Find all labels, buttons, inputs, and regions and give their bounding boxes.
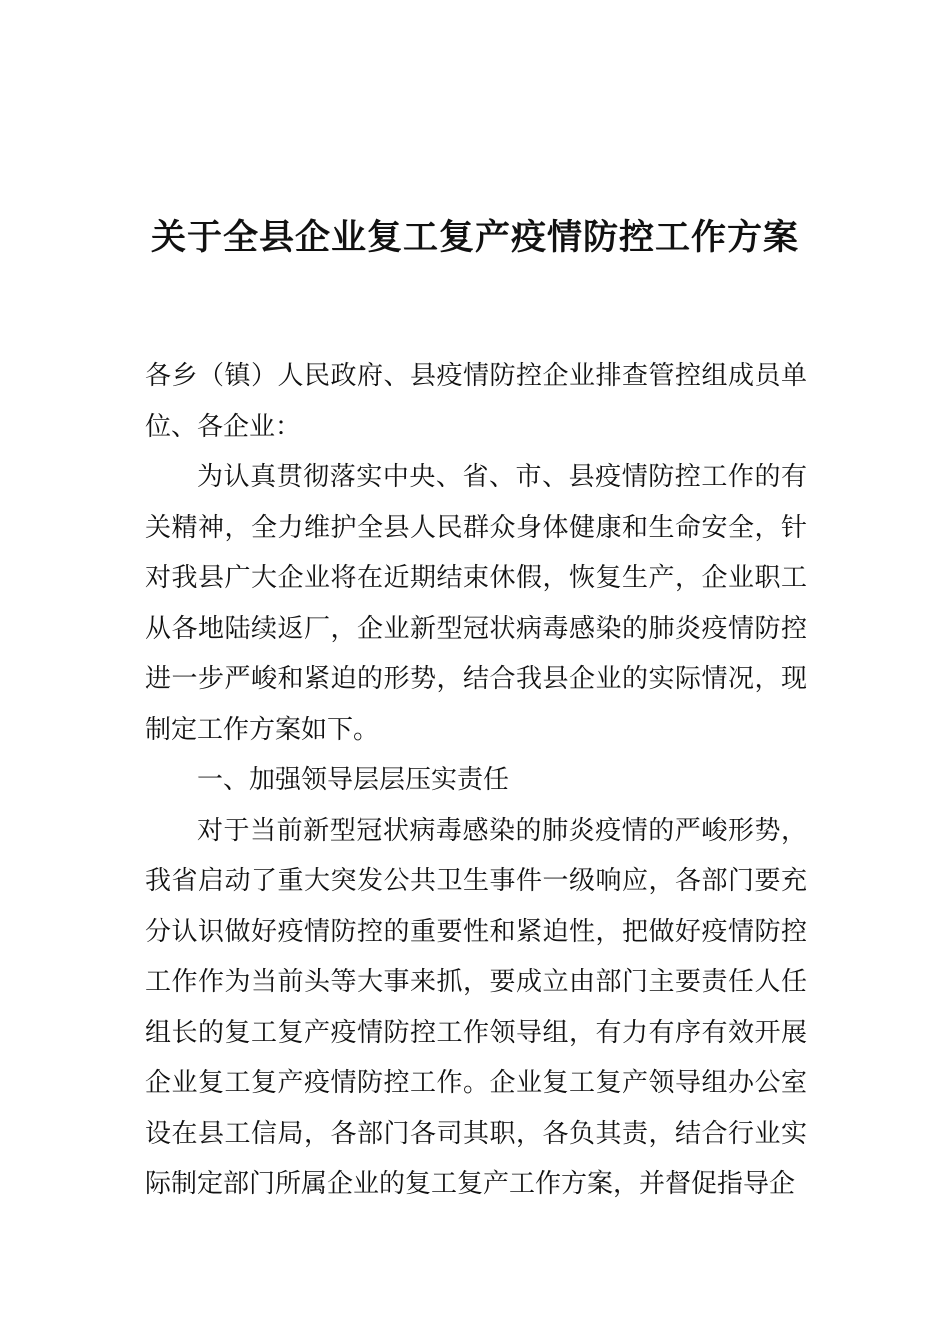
salutation: 各乡（镇）人民政府、县疫情防控企业排查管控组成员单位、各企业：	[145, 361, 807, 442]
paragraph-section-1: 对于当前新型冠状病毒感染的肺炎疫情的严峻形势，我省启动了重大突发公共卫生事件一级响应，各部门要充分认识做好疫情防控的重要性和紧迫性，把做好疫情防控工作作为当前头等大事来抓，要成立由部门主要责任人任组长的复工复产疫情防控工作领导组，有力有序有效开展企业复工复产疫情防控工作。企业复工复产领导组办公室设在县工信局，各部门各司其职，各负其责，结合行业实际制定部门所属企业的复工复产工作方案，并督促指导企	[145, 815, 807, 1199]
section-heading-1: 一、加强领导层层压实责任	[197, 765, 510, 795]
paragraph-intro: 为认真贯彻落实中央、省、市、县疫情防控工作的有关精神，全力维护全县人民群众身体健康和生命安全，针对我县广大企业将在近期结束休假，恢复生产，企业职工从各地陆续返厂，企业新型冠状病毒感染的肺炎疫情防控进一步严峻和紧迫的形势，结合我县企业的实际情况，现制定工作方案如下。	[145, 462, 807, 745]
document-body	[145, 351, 807, 1210]
document-title: 关于全县企业复工复产疫情防控工作方案	[150, 217, 799, 258]
